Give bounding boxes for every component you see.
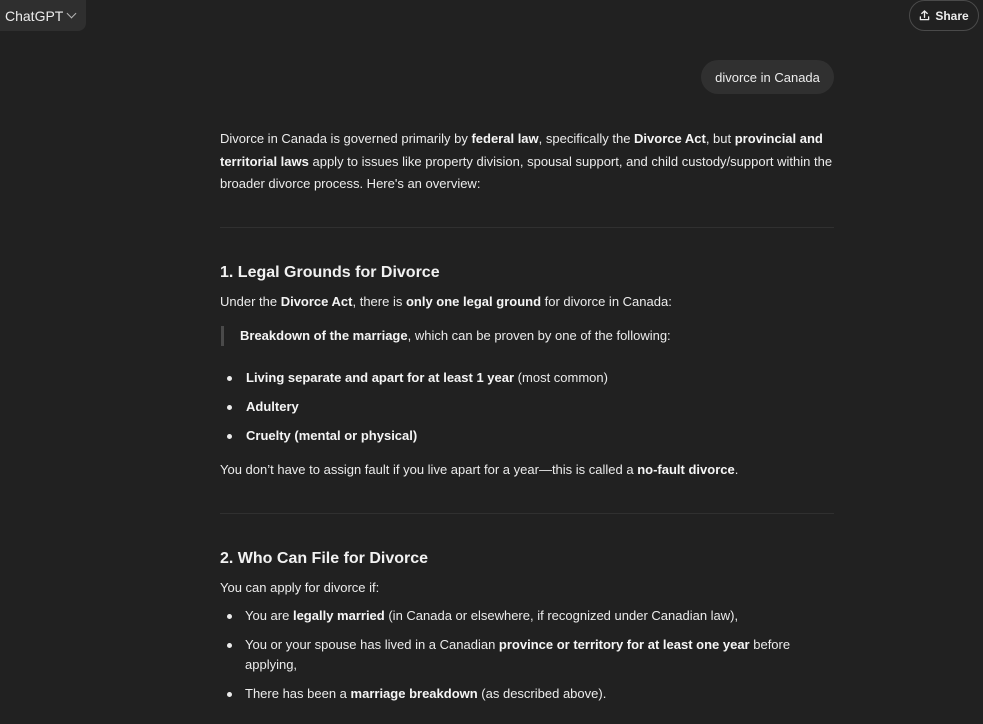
blockquote [221,326,834,346]
lead-bold: Divorce Act [280,293,353,309]
lead-text: , there is [352,293,406,309]
item-text: You are [245,608,293,623]
closing-text: . [734,462,739,477]
lead-bold: only one legal ground [405,293,542,309]
section-closing [220,459,834,482]
section-heading: 1. Legal Grounds for Divorce [220,263,440,281]
intro-text: Divorce in Canada is governed primarily by [220,131,472,146]
assistant-message [220,128,834,704]
quote-bold: Breakdown of the marriage [240,328,408,343]
list-item [220,368,834,388]
item-text: There has been a [245,686,351,701]
item-bold: Adultery [246,399,299,414]
item-bold: marriage breakdown [350,686,478,701]
intro-text: apply to issues like property division, spousal support, and child custody/support within the broader divorce process. Here's an overview: [220,153,833,191]
closing-text: You don’t have to assign fault if you live apart for a year—this is called a [220,462,638,477]
item-text: (in Canada or elsewhere, if recognized under Canadian law), [384,608,739,623]
list-item [220,397,834,417]
list-item [220,606,834,626]
lead-text: Under the [220,293,281,309]
list-item [220,426,834,446]
item-text: before applying, [245,637,791,672]
model-switcher[interactable] [0,0,86,31]
item-bold: legally married [292,608,385,623]
lead-text: for divorce in Canada: [541,293,672,309]
section-lead [220,291,834,314]
user-message [701,60,834,94]
item-bold: Cruelty (mental or physical) [246,428,418,443]
chevron-down-icon [67,9,77,19]
share-label: Share [935,8,969,23]
intro-bold: Divorce Act [634,131,706,146]
divider [220,227,834,228]
list-item [220,635,834,675]
section-lead: You can apply for divorce if: [220,579,380,595]
section-heading: 2. Who Can File for Divorce [220,549,429,567]
item-text: You or your spouse has lived in a Canadian [245,637,499,652]
share-button[interactable] [909,0,979,31]
item-bold: Living separate and apart for at least 1 year [246,370,515,385]
share-icon [919,10,930,21]
intro-text: , but [705,131,735,146]
intro-paragraph [220,128,834,196]
intro-text: , specifically the [538,131,635,146]
item-text: (as described above). [477,686,607,701]
model-label: ChatGPT [5,7,64,24]
intro-bold: provincial and territorial laws [220,131,823,169]
list-item [220,684,834,704]
intro-bold: federal law [471,131,539,146]
quote-text: , which can be proven by one of the following: [407,328,671,343]
eligibility-list [220,606,834,704]
user-message-text: divorce in Canada [715,69,820,85]
grounds-list [220,368,834,446]
item-bold: province or territory for at least one year [498,637,750,652]
divider [220,513,834,514]
closing-bold: no-fault divorce [637,462,735,477]
item-text: (most common) [514,370,608,385]
